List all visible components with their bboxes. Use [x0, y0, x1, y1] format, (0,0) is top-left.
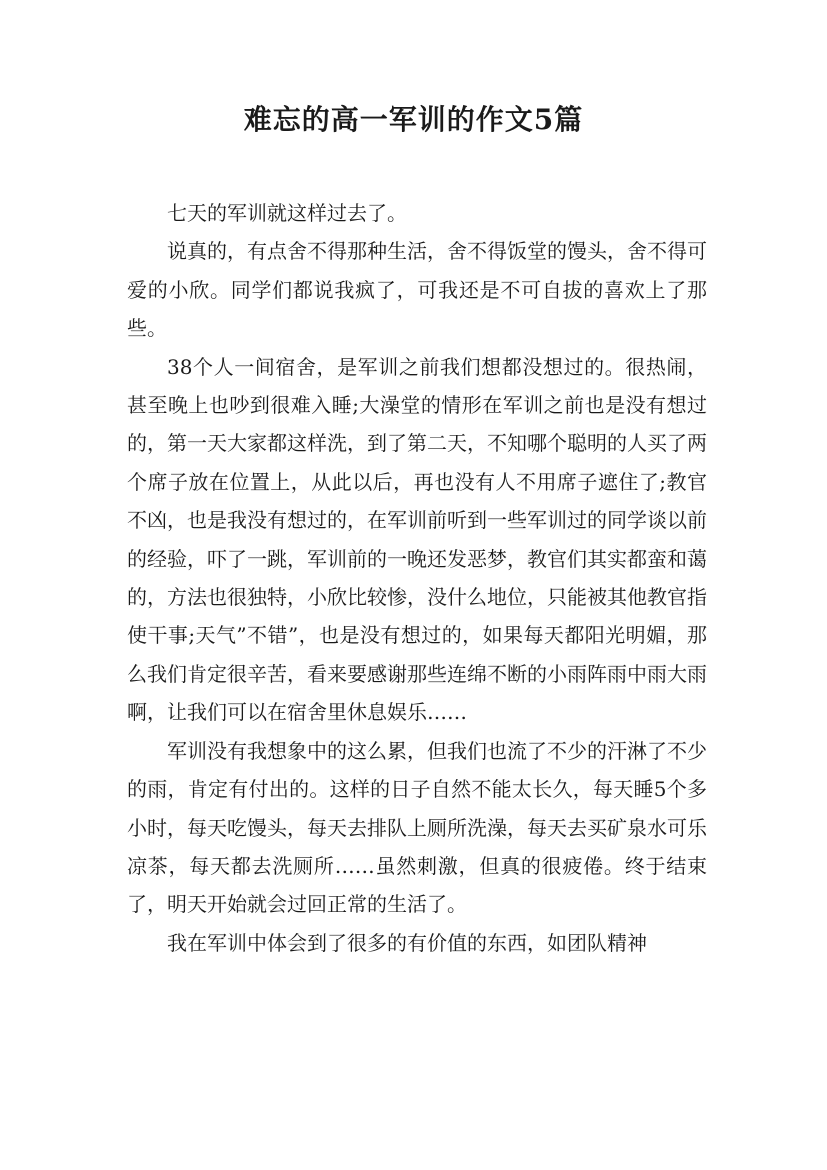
paragraph: 军训没有我想象中的这么累，但我们也流了不少的汗淋了不少的雨，肯定有付出的。这样的日子自然不能太长久，每天睡5个多小时，每天吃馒头，每天去排队上厕所洗澡，每天去买矿泉水可乐凉茶，每天都去洗厕所……虽然刺激，但真的很疲倦。终于结束了，明天开始就会过回正常的生活了。	[127, 738, 707, 917]
document-title: 难忘的高一军训的作文5篇	[243, 103, 584, 136]
paragraph: 七天的军训就这样过去了。	[167, 201, 407, 225]
paragraph: 38个人一间宿舍，是军训之前我们想都没想过的。很热闹，甚至晚上也吵到很难入睡;大澡堂的情形在军训之前也是没有想过的，第一天大家都这样洗，到了第二天，不知哪个聪明的人买了两个席子放在位置上，从此以后，再也没有人不用席子遮住了;教官不凶，也是我没有想过的，在军训前听到一些军训过的同学谈以前的经验，吓了一跳，军训前的一晚还发恶梦，教官们其实都蛮和蔼的，方法也很独特，小欣比较惨，没什么地位，只能被其他教官指使干事;天气”不错”，也是没有想过的，如果每天都阳光明媚，那么我们肯定很辛苦，看来要感谢那些连绵不断的小雨阵雨中雨大雨啊，让我们可以在宿舍里休息娱乐……	[127, 354, 707, 725]
document-body	[127, 194, 707, 962]
paragraph: 说真的，有点舍不得那种生活，舍不得饭堂的馒头，舍不得可爱的小欣。同学们都说我疯了，可我还是不可自拔的喜欢上了那些。	[127, 239, 707, 341]
paragraph: 我在军训中体会到了很多的有价值的东西，如团队精神	[167, 930, 647, 955]
